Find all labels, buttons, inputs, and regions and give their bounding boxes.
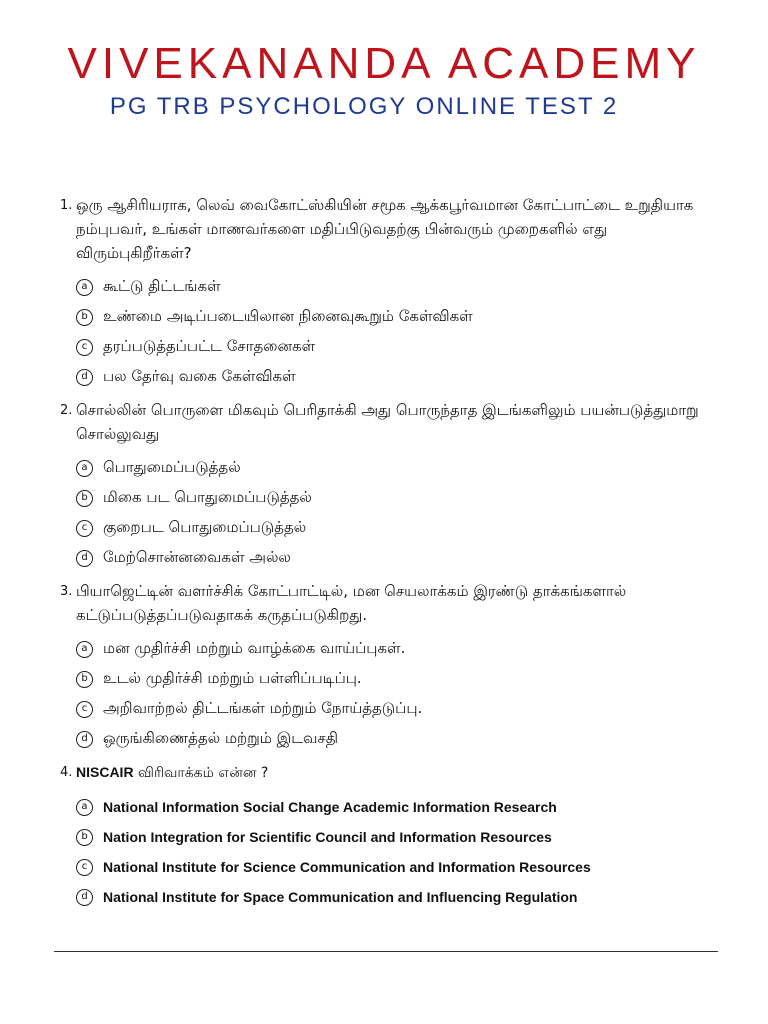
option-d[interactable] [76,543,710,573]
page-header [0,0,768,122]
question-text-tamil: விரிவாக்கம் என்ன ? [133,765,269,781]
question-list [60,193,710,918]
option-text: மேற்சொன்னவைகள் அல்ல [103,548,291,566]
option-text: கூட்டு திட்டங்கள் [103,277,221,295]
option-d[interactable] [76,724,710,754]
option-d[interactable] [76,362,710,392]
option-text: Nation Integration for Scientific Council and Information Resources [103,829,552,845]
option-marker: d [76,731,93,748]
option-a[interactable] [76,792,710,822]
option-marker: a [76,799,93,816]
option-d[interactable] [76,882,710,912]
question-number: 3. [60,584,73,599]
option-text: National Institute for Science Communication and Information Resources [103,859,591,875]
option-c[interactable] [76,852,710,882]
option-text: National Information Social Change Academic Information Research [103,799,557,815]
option-c[interactable] [76,332,710,362]
option-b[interactable] [76,302,710,332]
question-number: 2. [60,403,73,418]
option-a[interactable] [76,272,710,302]
option-marker: c [76,339,93,356]
option-text: மிகை பட பொதுமைப்படுத்தல் [103,488,312,506]
option-marker: c [76,859,93,876]
question-4 [60,760,710,912]
option-marker: b [76,671,93,688]
bottom-divider [54,951,718,952]
option-c[interactable] [76,694,710,724]
option-marker: d [76,369,93,386]
option-list [76,792,710,912]
question-2 [60,398,710,573]
option-marker: d [76,889,93,906]
option-b[interactable] [76,483,710,513]
option-marker: a [76,641,93,658]
option-marker: c [76,701,93,718]
option-marker: b [76,309,93,326]
option-marker: a [76,279,93,296]
question-number: 4. [60,765,73,780]
option-b[interactable] [76,664,710,694]
question-text: சொல்லின் பொருளை மிகவும் பெரிதாக்கி அது பொருந்தாத இடங்களிலும் பயன்படுத்துமாறு சொல்லுவது [76,401,699,443]
option-marker: b [76,490,93,507]
question-number: 1. [60,198,73,213]
option-marker: d [76,550,93,567]
option-text: National Institute for Space Communication and Influencing Regulation [103,889,578,905]
option-text: அறிவாற்றல் திட்டங்கள் மற்றும் நோய்த்தடுப்பு. [103,699,423,717]
option-list [76,272,710,392]
option-text: உடல் முதிர்ச்சி மற்றும் பள்ளிப்படிப்பு. [103,669,362,687]
question-text: பியாஜெட்டின் வளர்ச்சிக் கோட்பாட்டில், மன செயலாக்கம் இரண்டு தாக்கங்களால் கட்டுப்படுத்தப்படுவதாகக் கருதப்படுகிறது. [76,582,627,624]
option-text: பொதுமைப்படுத்தல் [103,458,241,476]
option-c[interactable] [76,513,710,543]
academy-title: VIVEKANANDA ACADEMY [67,39,701,88]
option-a[interactable] [76,634,710,664]
question-1 [60,193,710,392]
option-marker: c [76,520,93,537]
acronym: NISCAIR [76,764,134,780]
option-marker: b [76,829,93,846]
option-marker: a [76,460,93,477]
question-text [76,760,710,785]
option-text: தரப்படுத்தப்பட்ட சோதனைகள் [103,337,316,355]
option-list [76,453,710,573]
option-text: பல தேர்வு வகை கேள்விகள் [103,367,296,385]
option-text: ஒருங்கிணைத்தல் மற்றும் இடவசதி [103,729,339,747]
option-a[interactable] [76,453,710,483]
question-text: ஒரு ஆசிரியராக, லெவ் வைகோட்ஸ்கியின் சமூக ஆக்கபூர்வமான கோட்பாட்டை உறுதியாக நம்புபவர், உங்கள் மாணவர்களை மதிப்பிடுவதற்கு பின்வரும் முறைகளில் எது விரும்புகிறீர்கள்? [76,196,694,262]
question-3 [60,579,710,754]
test-subtitle: PG TRB PSYCHOLOGY ONLINE TEST 2 [109,93,619,120]
option-text: குறைபட பொதுமைப்படுத்தல் [103,518,307,536]
option-list [76,634,710,754]
option-text: உண்மை அடிப்படையிலான நினைவுகூறும் கேள்விகள் [103,307,473,325]
option-text: மன முதிர்ச்சி மற்றும் வாழ்க்கை வாய்ப்புகள். [103,639,406,657]
option-b[interactable] [76,822,710,852]
